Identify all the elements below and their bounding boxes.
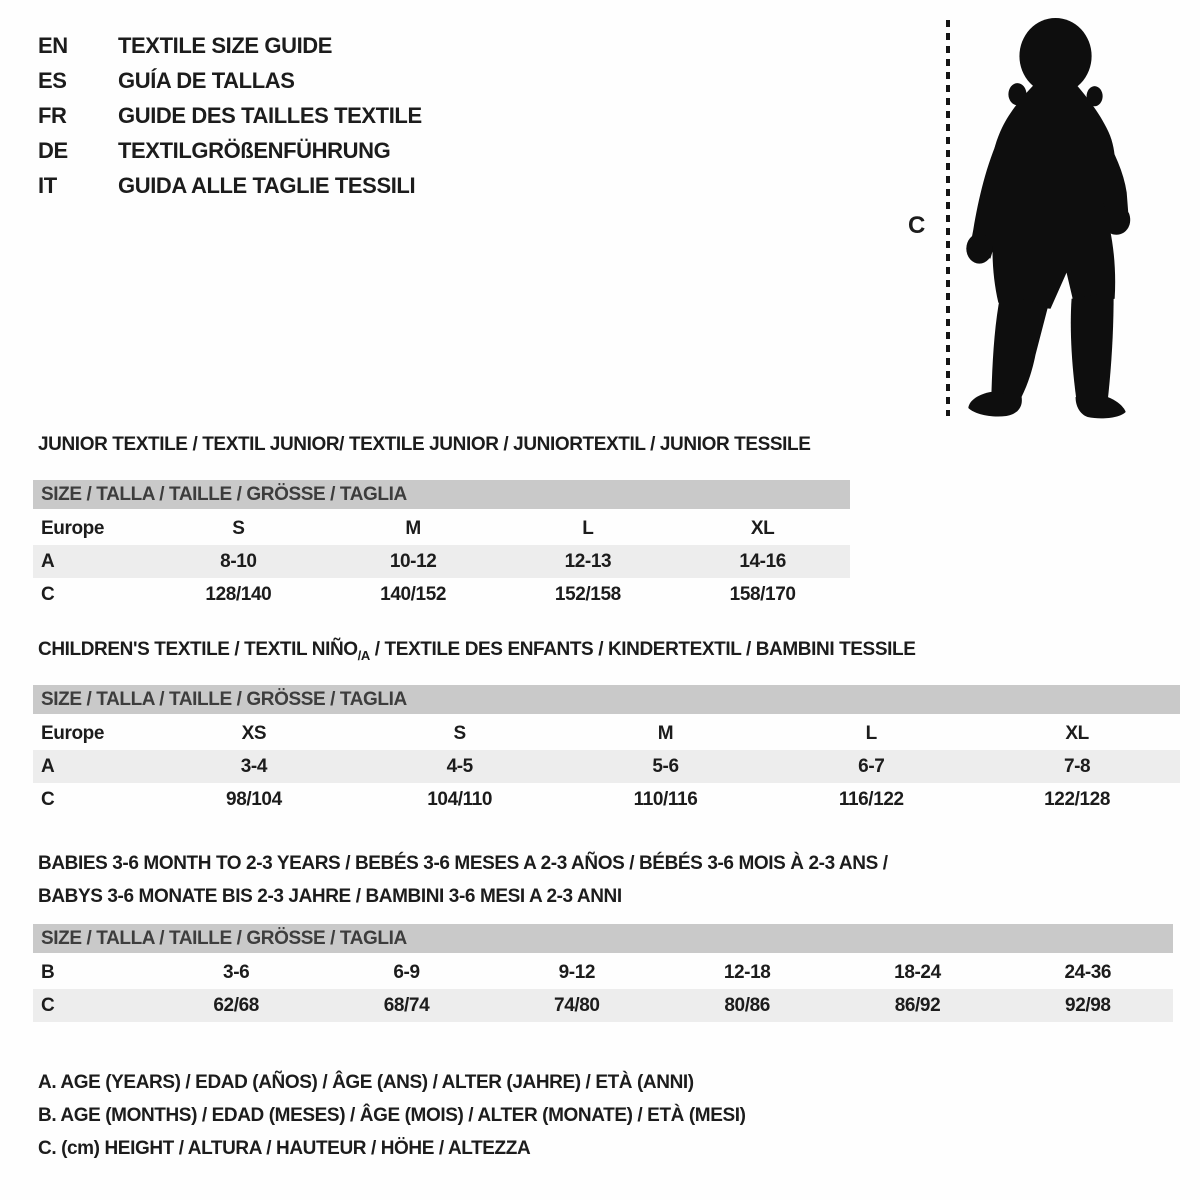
table-row-a xyxy=(33,750,1180,783)
legend-line-c: C. (cm) HEIGHT / ALTURA / HAUTEUR / HÖHE / ALTEZZA xyxy=(38,1138,531,1159)
section-heading-babies xyxy=(38,847,888,913)
table-cell: 80/86 xyxy=(724,995,770,1016)
table-row-b xyxy=(33,956,1173,989)
table-cell: 6-7 xyxy=(858,756,885,777)
row-label: C xyxy=(41,789,55,810)
guide-title: GUIDA ALLE TAGLIE TESSILI xyxy=(118,173,416,198)
heading-text: / TEXTILE DES ENFANTS / KINDERTEXTIL / BAMBINI TESSILE xyxy=(369,639,916,660)
table-row-europe xyxy=(33,512,850,545)
section-heading-children xyxy=(38,639,915,667)
table-cell: 74/80 xyxy=(554,995,600,1016)
heading-line-2: BABYS 3-6 MONATE BIS 2-3 JAHRE / BAMBINI 3-6 MESI A 2-3 ANNI xyxy=(38,886,622,907)
table-cell: 14-16 xyxy=(739,551,786,572)
table-cell: 3-4 xyxy=(240,756,268,777)
table-cell: 10-12 xyxy=(389,551,437,572)
table-cell: 24-36 xyxy=(1064,962,1112,983)
measure-legend xyxy=(38,1066,746,1165)
language-code: DE xyxy=(38,138,68,163)
measure-label-c: C xyxy=(908,212,925,239)
children-size-table xyxy=(33,685,1180,816)
height-measure-dashed-line xyxy=(946,20,950,416)
table-cell: 4-5 xyxy=(446,756,473,777)
list-item xyxy=(38,133,422,168)
table-row-a xyxy=(33,545,850,578)
size-bar: SIZE / TALLA / TAILLE / GRÖSSE / TAGLIA xyxy=(33,480,850,509)
table-cell: 68/74 xyxy=(383,995,430,1016)
table-cell: 92/98 xyxy=(1065,995,1111,1016)
row-label: Europe xyxy=(41,518,105,539)
table-cell: M xyxy=(405,518,421,539)
table-row-c xyxy=(33,989,1173,1022)
guide-title: GUÍA DE TALLAS xyxy=(118,68,295,93)
table-cell: 7-8 xyxy=(1063,756,1091,777)
table-cell: 9-12 xyxy=(558,962,596,983)
language-code: IT xyxy=(38,173,57,198)
table-cell: 158/170 xyxy=(729,584,796,605)
table-cell: 3-6 xyxy=(223,962,250,983)
babies-size-table xyxy=(33,924,1173,1022)
table-cell: 152/158 xyxy=(554,584,621,605)
heading-text: CHILDREN'S TEXTILE / TEXTIL NIÑO xyxy=(38,639,358,660)
table-cell: L xyxy=(582,518,594,539)
table-cell: 122/128 xyxy=(1044,789,1111,810)
guide-title: GUIDE DES TAILLES TEXTILE xyxy=(118,103,422,128)
legend-line-b: B. AGE (MONTHS) / EDAD (MESES) / ÂGE (MOIS) / ALTER (MONATE) / ETÀ (MESI) xyxy=(38,1105,746,1126)
guide-title: TEXTILE SIZE GUIDE xyxy=(118,33,333,58)
table-cell: XL xyxy=(1065,723,1089,744)
list-item xyxy=(38,98,422,133)
table-cell: 5-6 xyxy=(652,756,679,777)
table-cell: 110/116 xyxy=(633,789,698,810)
list-item xyxy=(38,168,422,203)
table-cell: 128/140 xyxy=(205,584,272,605)
row-label: B xyxy=(41,962,55,983)
table-cell: 116/122 xyxy=(838,789,904,810)
junior-size-table xyxy=(33,480,850,611)
row-label: Europe xyxy=(41,723,105,744)
language-code: EN xyxy=(38,33,68,58)
table-cell: 8-10 xyxy=(220,551,257,572)
table-cell: 12-18 xyxy=(723,962,771,983)
table-cell: 18-24 xyxy=(894,962,941,983)
table-cell: L xyxy=(865,723,877,744)
guide-title: TEXTILGRÖßENFÜHRUNG xyxy=(118,138,391,163)
table-cell: 62/68 xyxy=(213,995,259,1016)
table-cell: 140/152 xyxy=(380,584,447,605)
language-title-list xyxy=(38,28,422,203)
table-cell: 98/104 xyxy=(226,789,282,810)
table-row-europe xyxy=(33,717,1180,750)
table-cell: S xyxy=(232,518,245,539)
table-cell: 6-9 xyxy=(393,962,420,983)
row-label: A xyxy=(41,551,55,572)
table-row-c xyxy=(33,783,1180,816)
row-label: A xyxy=(41,756,55,777)
table-cell: XL xyxy=(750,518,775,539)
size-bar: SIZE / TALLA / TAILLE / GRÖSSE / TAGLIA xyxy=(33,685,1180,714)
size-bar: SIZE / TALLA / TAILLE / GRÖSSE / TAGLIA xyxy=(33,924,1173,953)
heading-line-1: BABIES 3-6 MONTH TO 2-3 YEARS / BEBÉS 3-6 MESES A 2-3 AÑOS / BÉBÉS 3-6 MOIS À 2-3 ANS / xyxy=(38,853,888,874)
language-code: FR xyxy=(38,103,67,128)
table-cell: M xyxy=(657,723,674,744)
table-row-c xyxy=(33,578,850,611)
row-label: C xyxy=(41,995,55,1016)
table-cell: S xyxy=(453,723,466,744)
list-item xyxy=(38,63,422,98)
table-cell: 12-13 xyxy=(564,551,612,572)
list-item xyxy=(38,28,422,63)
table-cell: 86/92 xyxy=(894,995,941,1016)
language-code: ES xyxy=(38,68,67,93)
row-label: C xyxy=(41,584,55,605)
section-heading-junior: JUNIOR TEXTILE / TEXTIL JUNIOR/ TEXTILE JUNIOR / JUNIORTEXTIL / JUNIOR TESSILE xyxy=(38,434,811,455)
heading-subscript: /A xyxy=(357,647,370,663)
table-cell: 104/110 xyxy=(427,789,493,810)
legend-line-a: A. AGE (YEARS) / EDAD (AÑOS) / ÂGE (ANS) / ALTER (JAHRE) / ETÀ (ANNI) xyxy=(38,1072,694,1093)
table-cell: XS xyxy=(241,723,267,744)
toddler-silhouette-icon xyxy=(952,14,1142,420)
